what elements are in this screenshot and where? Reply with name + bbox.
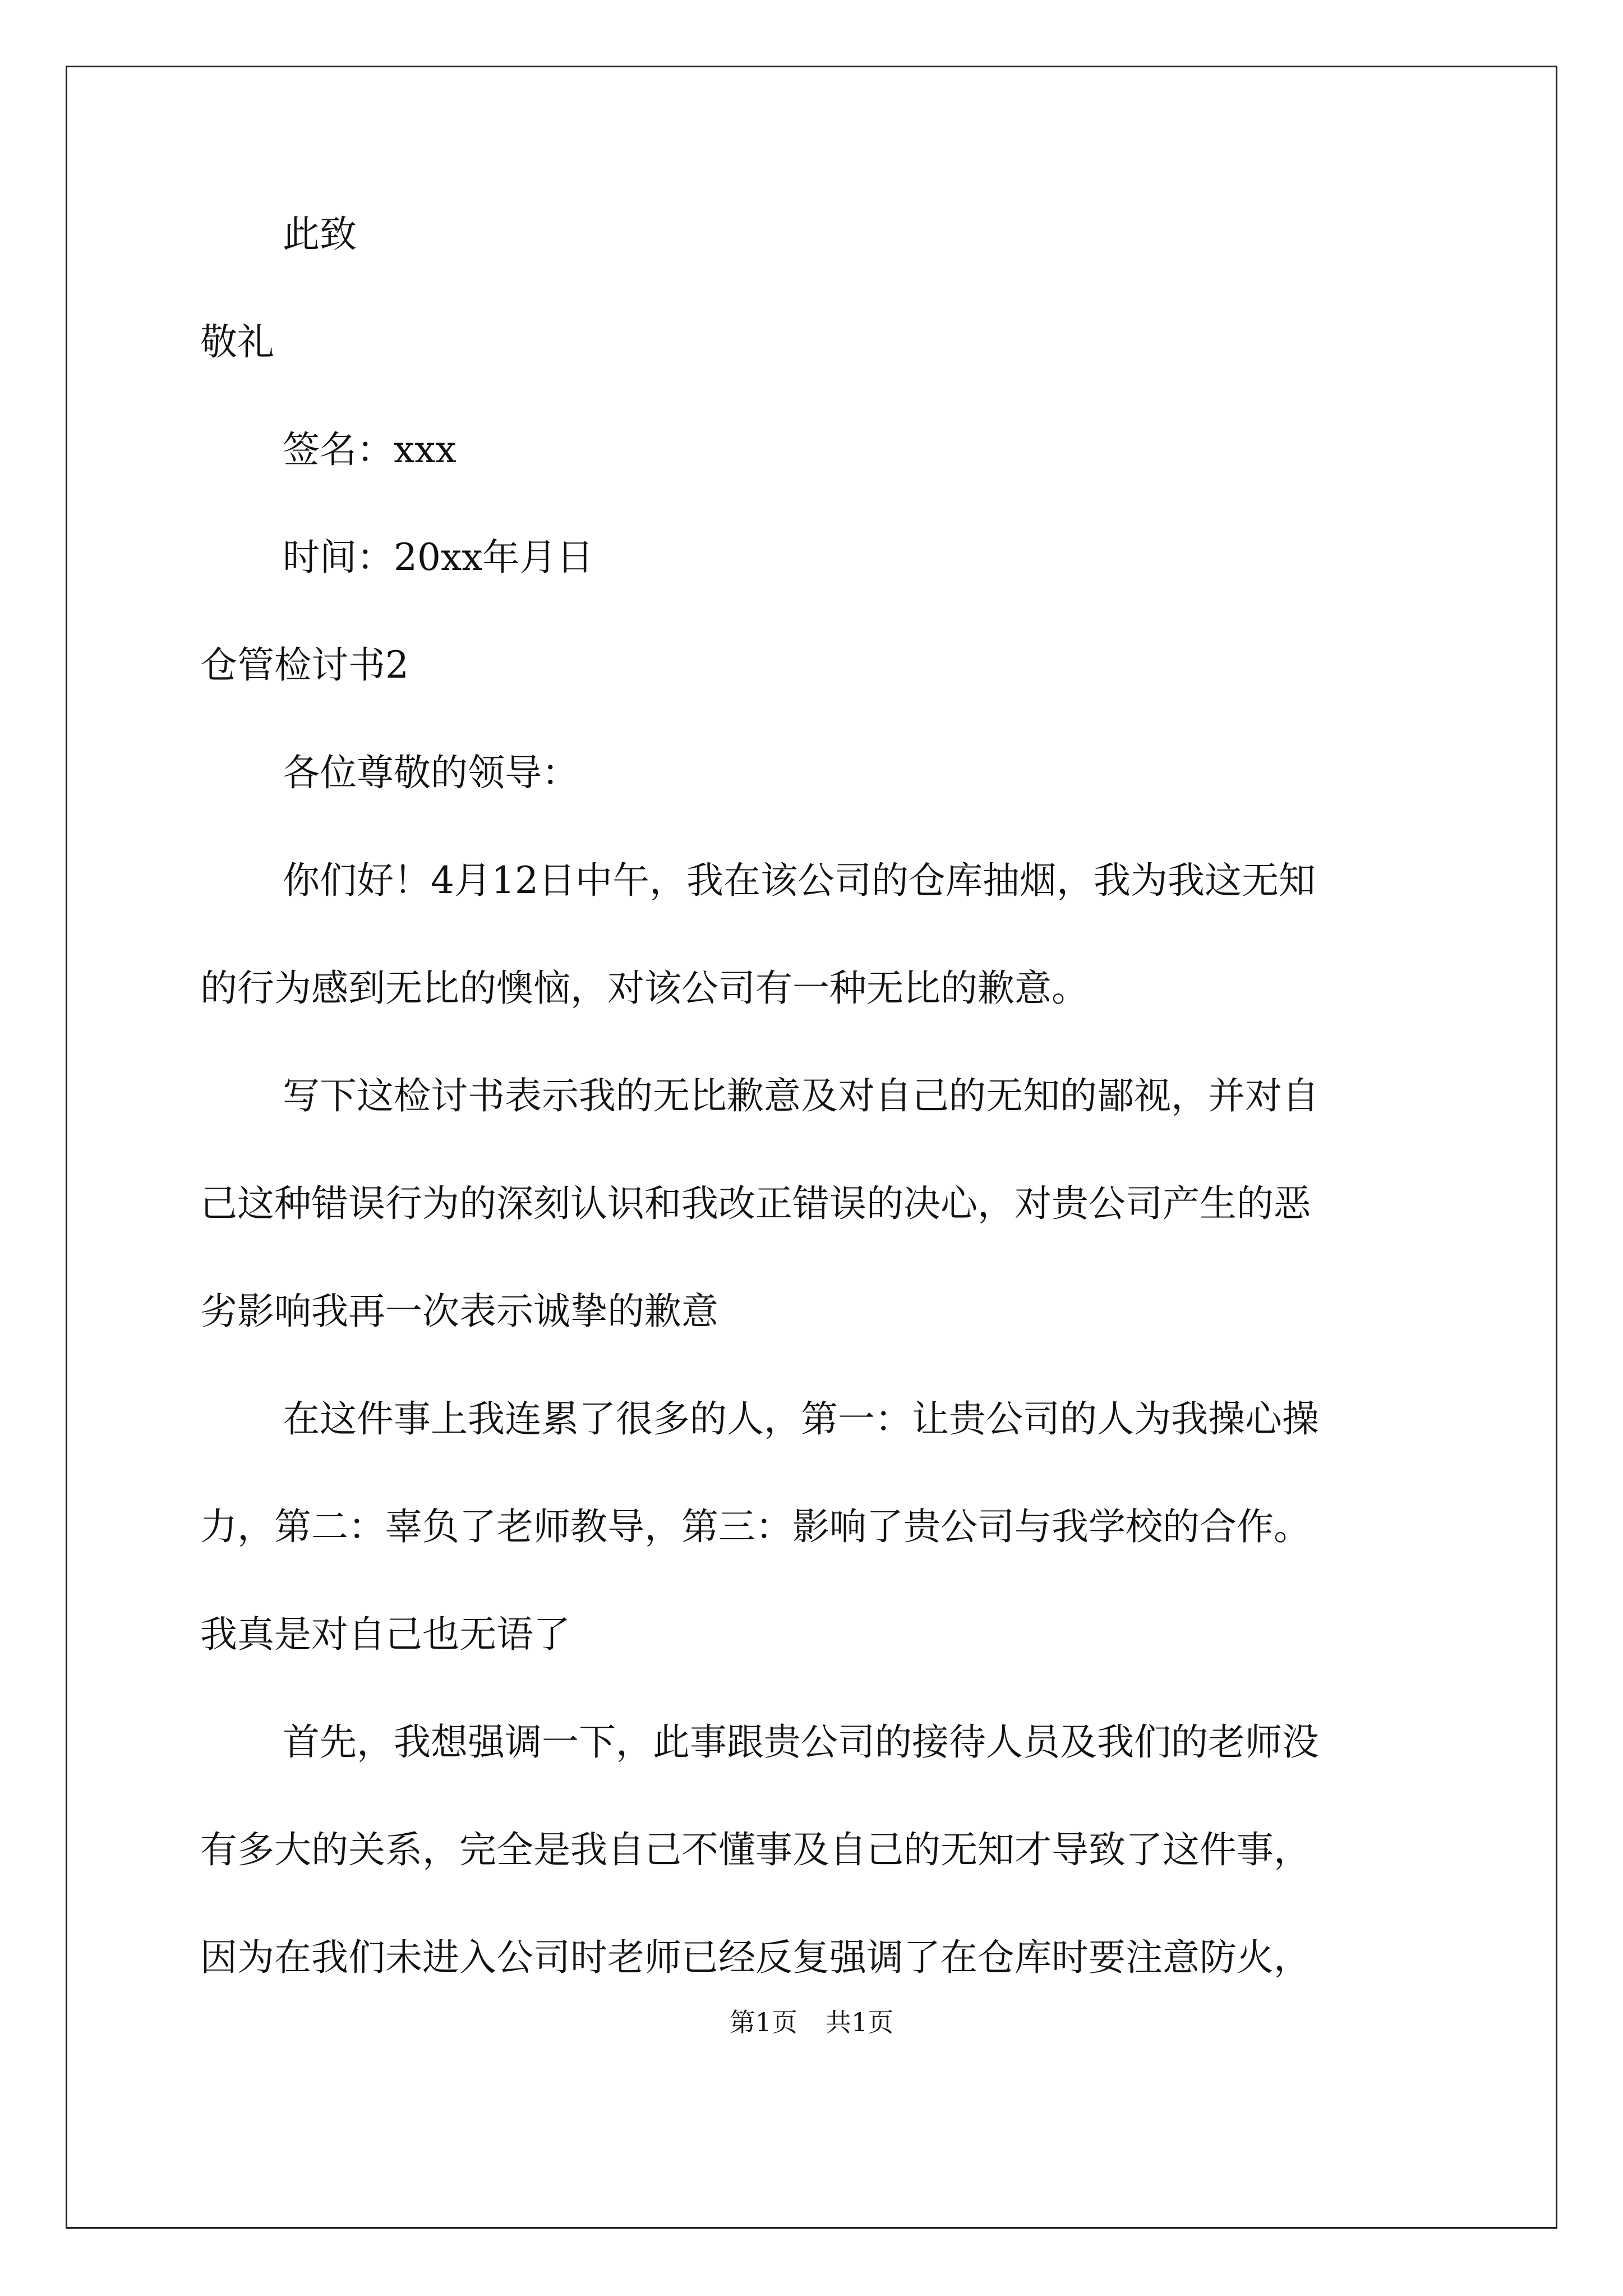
closing-salutation: 此致	[283, 213, 357, 256]
page-number: 第1页	[729, 2007, 797, 2037]
closing-regards: 敬礼	[200, 320, 274, 364]
paragraph-line: 我真是对自己也无语了	[200, 1613, 570, 1656]
page-total: 共1页	[826, 2007, 894, 2037]
paragraph-line: 因为在我们未进入公司时老师已经反复强调了在仓库时要注意防火，	[200, 1936, 1311, 1979]
page-footer	[0, 2005, 1623, 2039]
paragraph-line: 写下这检讨书表示我的无比歉意及对自己的无知的鄙视，并对自	[283, 1074, 1319, 1117]
paragraph-line: 首先，我想强调一下，此事跟贵公司的接待人员及我们的老师没	[283, 1720, 1319, 1764]
document-body	[200, 208, 1434, 2039]
paragraph-line: 有多大的关系，完全是我自己不懂事及自己的无知才导致了这件事，	[200, 1828, 1311, 1871]
paragraph-line: 己这种错误行为的深刻认识和我改正错误的决心，对贵公司产生的恶	[200, 1182, 1311, 1225]
paragraph-line: 劣影响我再一次表示诚挚的歉意	[200, 1290, 718, 1333]
section-title: 仓管检讨书2	[200, 643, 409, 687]
greeting-line: 各位尊敬的领导：	[283, 751, 579, 794]
date-line: 时间：20xx年月日	[283, 536, 594, 579]
paragraph-line: 的行为感到无比的懊恼，对该公司有一种无比的歉意。	[200, 967, 1089, 1010]
paragraph-line: 你们好！4月12日中午，我在该公司的仓库抽烟，我为我这无知	[283, 859, 1316, 902]
signature-line: 签名：xxx	[283, 428, 457, 471]
paragraph-line: 在这件事上我连累了很多的人，第一：让贵公司的人为我操心操	[283, 1397, 1319, 1441]
paragraph-line: 力，第二：辜负了老师教导，第三：影响了贵公司与我学校的合作。	[200, 1505, 1311, 1548]
